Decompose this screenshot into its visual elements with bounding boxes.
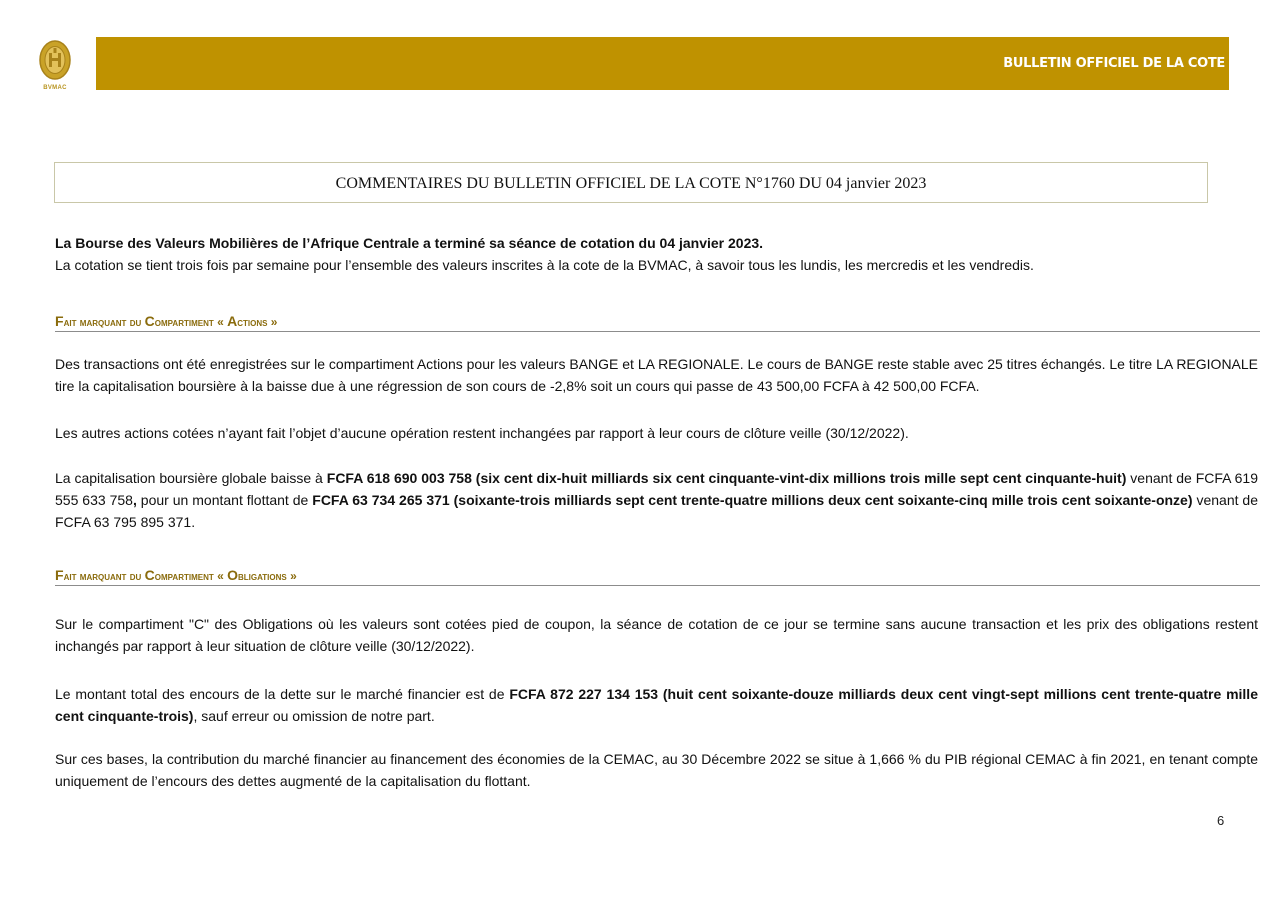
document-title: COMMENTAIRES DU BULLETIN OFFICIEL DE LA COTE N°1760 DU 04 janvier 2023 bbox=[54, 162, 1208, 203]
capitalisation-amount: FCFA 618 690 003 758 (six cent dix-huit milliards six cent cinquante-vint-dix millions trois mille sept cent cinquante-huit) bbox=[326, 470, 1127, 486]
header-banner bbox=[96, 37, 1229, 90]
section-heading-actions: Fait marquant du Compartiment « Actions » bbox=[55, 314, 1260, 332]
intro-line: La cotation se tient trois fois par semaine pour l’ensemble des valeurs inscrites à la cote de la BVMAC, à savoir tous les lundis, les mercredis et les vendredis. bbox=[55, 257, 1034, 273]
actions-paragraph-2: Les autres actions cotées n’ayant fait l’objet d’aucune opération restent inchangées par rapport à leur cours de clôture veille (30/12/2022). bbox=[55, 425, 909, 441]
debt-amount: FCFA 872 227 134 153 (huit cent soixante-douze milliards deux cent vingt-sept millions cent trente-quatre mille cent cinquante-trois) bbox=[55, 686, 1258, 724]
obligations-paragraph-1: Sur le compartiment "C" des Obligations où les valeurs sont cotées pied de coupon, la séance de cotation de ce jour se termine sans aucune transaction et les prix des obligations restent inchangés par rapport à leur situation de clôture veille (30/12/2022). bbox=[55, 616, 1258, 654]
bvmac-logo bbox=[34, 40, 76, 98]
page-number: 6 bbox=[1217, 813, 1225, 828]
intro-bold-line: La Bourse des Valeurs Mobilières de l’Afrique Centrale a terminé sa séance de cotation du 04 janvier 2023. bbox=[55, 235, 764, 251]
floating-amount: FCFA 63 734 265 371 (soixante-trois milliards sept cent trente-quatre millions deux cent soixante-cinq mille trois cent soixante-onze) bbox=[312, 492, 1193, 508]
obligations-paragraph-2: Le montant total des encours de la dette sur le marché financier est de FCFA 872 227 134 153 (huit cent soixante-douze milliards deux cent vingt-sept millions cent trente-quatre mille cent cinquante-trois), sauf erreur ou omission de notre part. bbox=[55, 686, 1258, 724]
section-heading-obligations: Fait marquant du Compartiment « Obligations » bbox=[55, 568, 1260, 586]
obligations-paragraph-3: Sur ces bases, la contribution du marché financier au financement des économies de la CEMAC, au 30 Décembre 2022 se situe à 1,666 % du PIB régional CEMAC à fin 2021, en tenant compte uniquement de l’encours des dettes augmenté de la capitalisation du flottant. bbox=[55, 751, 1258, 789]
bvmac-logo-icon bbox=[38, 40, 72, 84]
intro-paragraph bbox=[55, 232, 1258, 276]
logo-label: BVMAC bbox=[43, 85, 67, 91]
banner-title: BULLETIN OFFICIEL DE LA COTE bbox=[1003, 56, 1225, 71]
actions-paragraph-3: La capitalisation boursière globale baisse à FCFA 618 690 003 758 (six cent dix-huit milliards six cent cinquante-vint-dix millions trois mille sept cent cinquante-huit) venant de FCFA 619 555 633 758, pour un montant flottant de FCFA 63 734 265 371 (soixante-trois milliards sept cent trente-quatre millions deux cent soixante-cinq mille trois cent soixante-onze) venant de FCFA 63 795 895 371. bbox=[55, 470, 1259, 530]
actions-paragraph-1: Des transactions ont été enregistrées sur le compartiment Actions pour les valeurs BANGE et LA REGIONALE. Le cours de BANGE reste stable avec 25 titres échangés. Le titre LA REGIONALE tire la capitalisation boursière à la baisse due à une régression de son cours de -2,8% soit un cours qui passe de 43 500,00 FCFA à 42 500,00 FCFA. bbox=[55, 356, 1259, 394]
